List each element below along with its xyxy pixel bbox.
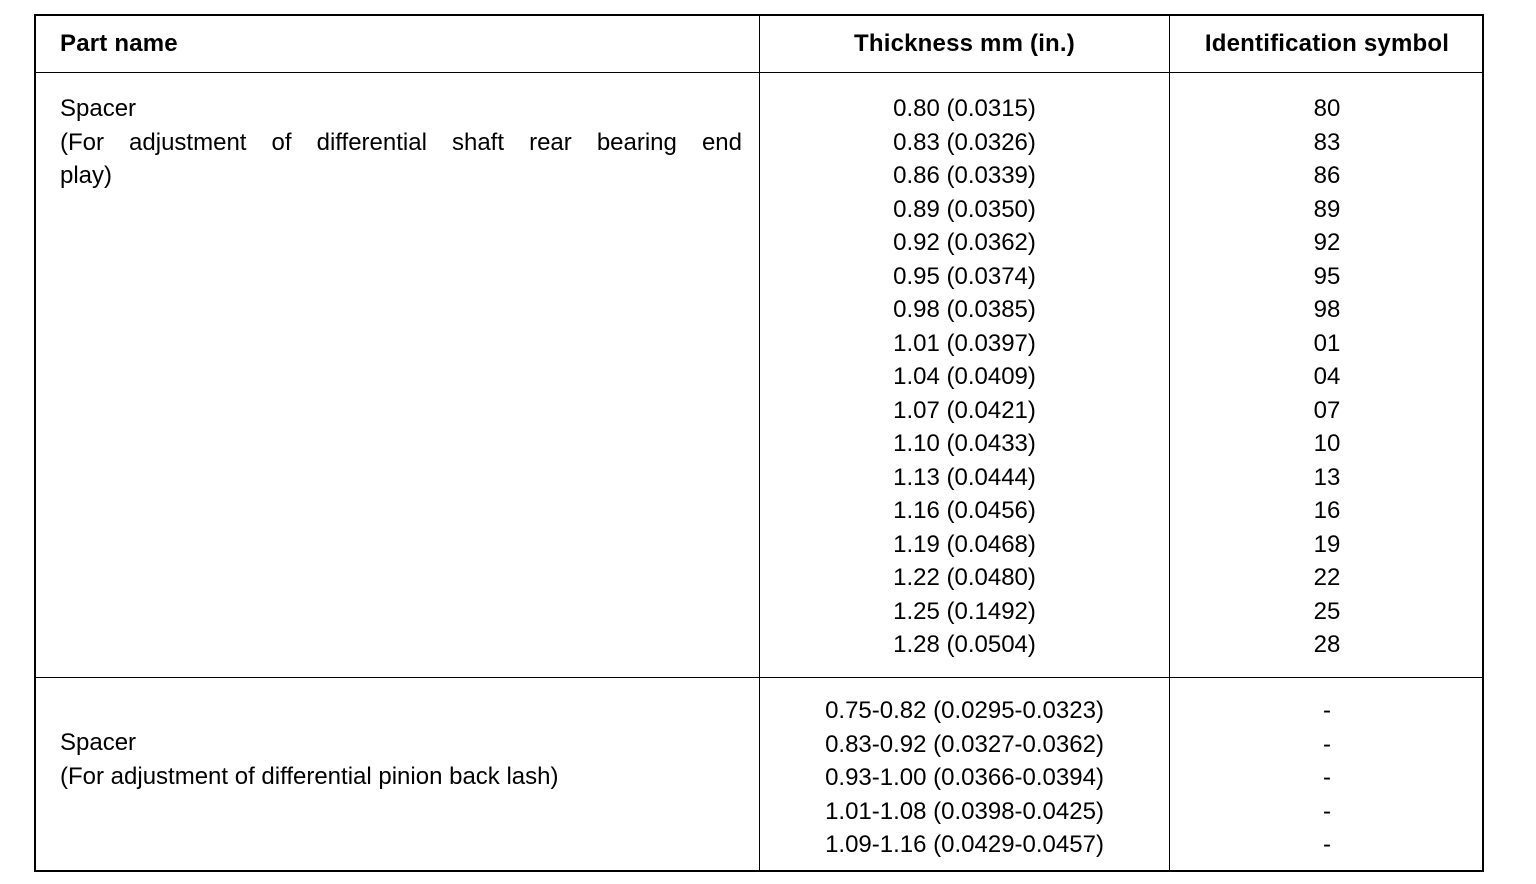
- part-name: Spacer: [60, 729, 137, 756]
- header-divider: [36, 72, 1482, 73]
- identification-symbol: 89: [1313, 195, 1341, 223]
- thickness-list: [760, 92, 1169, 662]
- identification-symbol: 04: [1313, 363, 1341, 390]
- thickness-value: 0.98 (0.0385): [893, 296, 1036, 323]
- thickness-value: 1.04 (0.0409): [893, 363, 1036, 390]
- part-name-cell: [60, 92, 742, 193]
- thickness-list: [760, 694, 1169, 862]
- identification-symbol: 13: [1313, 463, 1341, 491]
- part-name-cell: [60, 726, 750, 793]
- part-purpose-line: (For adjustment of differential shaft rear bearing end: [60, 128, 742, 156]
- identification-symbol: 10: [1313, 430, 1341, 457]
- identification-symbol: 19: [1313, 530, 1341, 558]
- identification-symbol: 28: [1313, 631, 1341, 658]
- part-name: Spacer: [60, 95, 137, 122]
- identification-symbol: 01: [1313, 329, 1341, 357]
- identification-symbol: 22: [1313, 564, 1341, 591]
- identification-symbol: 80: [1313, 95, 1341, 122]
- identification-symbol: 25: [1313, 597, 1341, 625]
- thickness-value: 1.09-1.16 (0.0429-0.0457): [825, 831, 1104, 858]
- thickness-value: 1.16 (0.0456): [893, 497, 1036, 524]
- identification-symbol: -: [1323, 831, 1331, 858]
- identification-symbol: 92: [1313, 229, 1341, 256]
- header-identification-symbol: Identification symbol: [1204, 30, 1450, 57]
- thickness-value: 0.75-0.82 (0.0295-0.0323): [825, 697, 1104, 724]
- thickness-value: 1.10 (0.0433): [893, 430, 1036, 457]
- thickness-value: 0.83 (0.0326): [893, 128, 1036, 156]
- thickness-value: 1.22 (0.0480): [893, 564, 1036, 591]
- identification-symbol: -: [1323, 697, 1331, 724]
- part-purpose-line: play): [60, 162, 113, 189]
- identification-symbol: 98: [1313, 296, 1341, 323]
- thickness-value: 1.13 (0.0444): [893, 463, 1036, 491]
- thickness-value: 1.01 (0.0397): [893, 329, 1036, 357]
- identification-symbol: 83: [1313, 128, 1341, 156]
- thickness-value: 0.92 (0.0362): [893, 229, 1036, 256]
- thickness-value: 0.80 (0.0315): [893, 95, 1036, 122]
- identification-symbol: -: [1323, 730, 1331, 758]
- thickness-value: 1.25 (0.1492): [893, 597, 1036, 625]
- header-thickness: Thickness mm (in.): [854, 30, 1075, 57]
- thickness-value: 1.28 (0.0504): [893, 631, 1036, 658]
- thickness-value: 0.86 (0.0339): [893, 162, 1036, 189]
- thickness-value: 1.19 (0.0468): [893, 530, 1036, 558]
- identification-list: [1170, 694, 1484, 862]
- identification-symbol: 95: [1313, 262, 1341, 290]
- row-divider: [36, 677, 1482, 678]
- identification-list: [1170, 92, 1484, 662]
- part-purpose-line: (For adjustment of differential pinion back lash): [60, 762, 559, 790]
- header-part-name: Part name: [60, 30, 178, 57]
- thickness-value: 1.07 (0.0421): [893, 396, 1036, 424]
- thickness-value: 0.83-0.92 (0.0327-0.0362): [825, 730, 1104, 758]
- thickness-value: 0.93-1.00 (0.0366-0.0394): [825, 764, 1104, 791]
- identification-symbol: 07: [1313, 396, 1341, 424]
- spec-table: [34, 14, 1484, 872]
- thickness-value: 0.95 (0.0374): [893, 262, 1036, 290]
- thickness-value: 1.01-1.08 (0.0398-0.0425): [825, 797, 1104, 825]
- identification-symbol: -: [1323, 764, 1331, 791]
- identification-symbol: 86: [1313, 162, 1341, 189]
- thickness-value: 0.89 (0.0350): [893, 195, 1036, 223]
- identification-symbol: 16: [1313, 497, 1341, 524]
- identification-symbol: -: [1323, 797, 1331, 825]
